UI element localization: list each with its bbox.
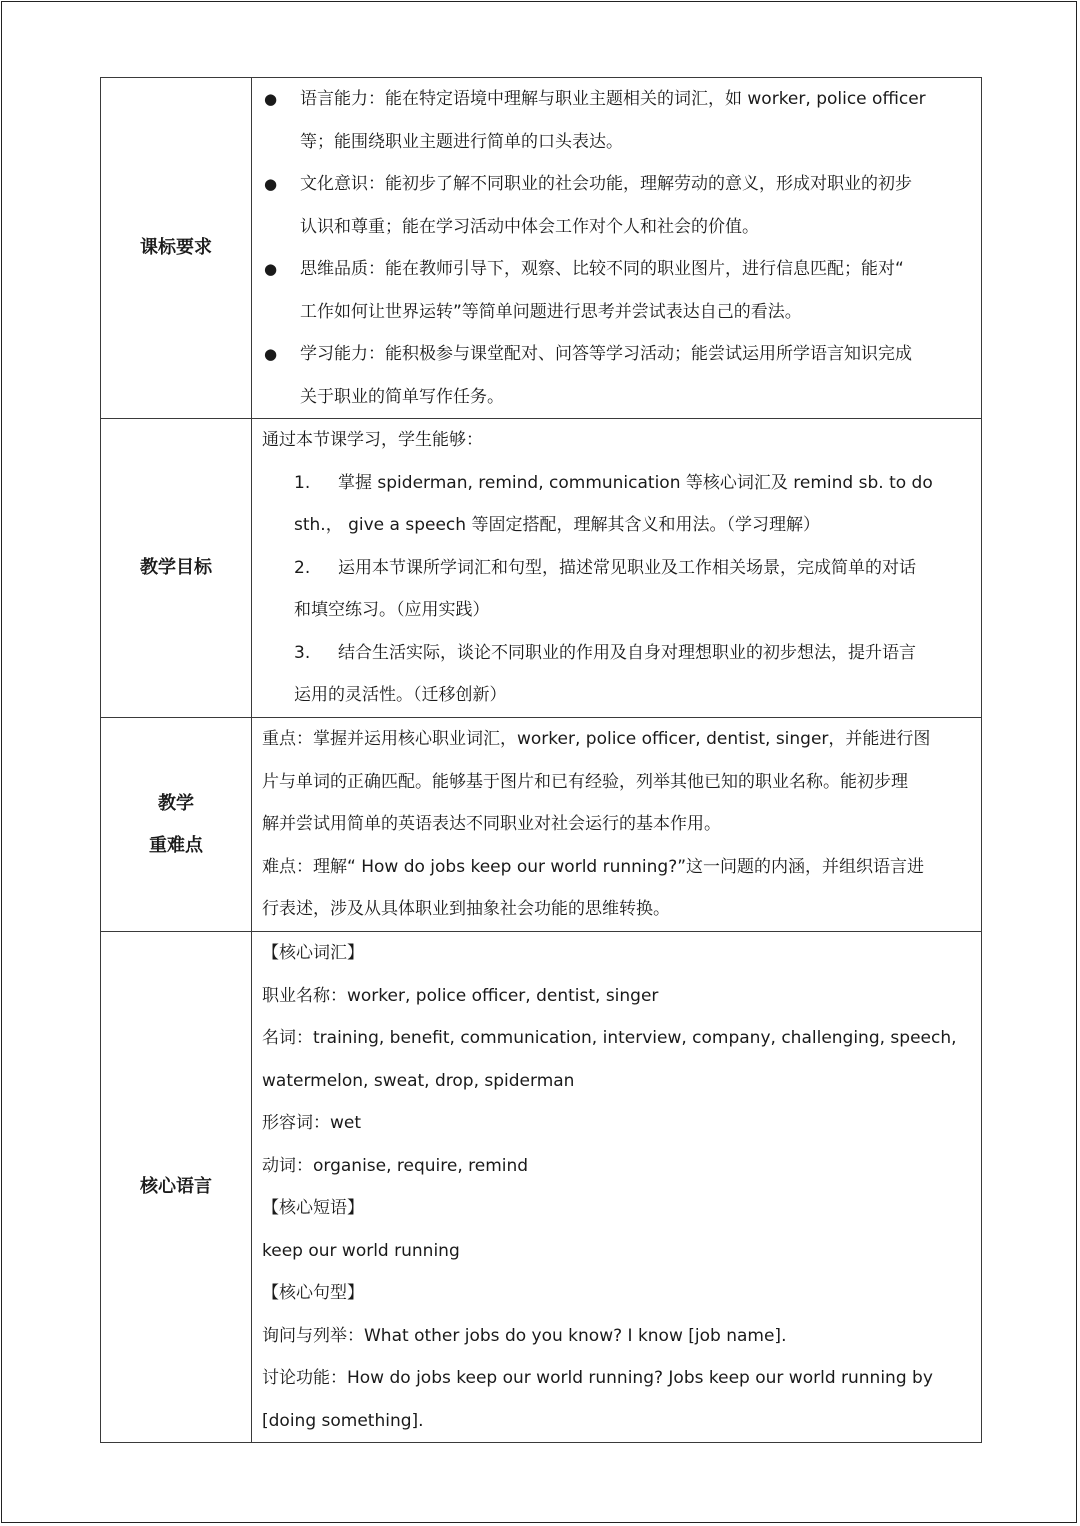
list-item — [262, 78, 973, 163]
list-item — [262, 163, 973, 248]
section-heading: 【核心短语】 — [262, 1198, 364, 1218]
item-number: 1. — [294, 472, 311, 493]
text-line: 动词：organise, require, remind — [262, 1155, 529, 1176]
list-item — [262, 462, 973, 547]
text-line: 职业名称：worker, police officer, dentist, singer — [262, 985, 659, 1006]
row-label-teaching-objectives: 教学目标 — [101, 419, 252, 718]
item-number: 2. — [294, 557, 311, 578]
text-line: 和填空练习。（应用实践） — [294, 600, 490, 620]
table-row-core-language — [101, 932, 982, 1443]
text-line: 掌握 spiderman, remind, communication 等核心词汇及 remind sb. to do — [338, 472, 933, 493]
text-line: 认识和尊重；能在学习活动中体会工作对个人和社会的价值。 — [300, 216, 759, 237]
list-item — [262, 632, 973, 717]
text-line: 运用的灵活性。（迁移创新） — [294, 685, 507, 705]
list-item — [262, 333, 973, 418]
bullet-icon: ● — [264, 90, 278, 108]
text-line: 结合生活实际，谈论不同职业的作用及自身对理想职业的初步想法，提升语言 — [338, 642, 916, 663]
table-row-curriculum-requirements — [101, 78, 982, 419]
text-line: 形容词：wet — [262, 1113, 362, 1133]
label-line: 重难点 — [149, 834, 203, 856]
row-label-core-language: 核心语言 — [101, 932, 252, 1443]
text-line: 名词：training, benefit, communication, interview, company, challenging, speech, — [262, 1028, 957, 1048]
teaching-objectives-content — [252, 419, 982, 718]
text-line: 关于职业的简单写作任务。 — [300, 386, 504, 407]
bullet-icon: ● — [264, 175, 278, 193]
lesson-plan-table — [100, 77, 982, 1443]
section-heading: 【核心句型】 — [262, 1283, 364, 1303]
row-label-key-difficult-points — [101, 718, 252, 932]
text-line: 行表述，涉及从具体职业到抽象社会功能的思维转换。 — [262, 899, 670, 919]
text-line: 询问与列举：What other jobs do you know? I know [job name]. — [262, 1325, 787, 1346]
core-language-content — [252, 932, 982, 1443]
text-line: 讨论功能：How do jobs keep our world running? Jobs keep our world running by — [262, 1368, 933, 1388]
text-line: watermelon, sweat, drop, spiderman — [262, 1070, 575, 1091]
list-item — [262, 547, 973, 632]
bullet-icon: ● — [264, 345, 278, 363]
list-item — [262, 248, 973, 333]
curriculum-requirements-content — [252, 78, 982, 419]
text-line: 思维品质：能在教师引导下，观察、比较不同的职业图片，进行信息匹配；能对“ — [300, 259, 904, 279]
text-line: 语言能力：能在特定语境中理解与职业主题相关的词汇，如 worker, police officer — [300, 89, 926, 109]
objectives-intro: 通过本节课学习，学生能够： — [262, 430, 483, 450]
row-label-curriculum-requirements: 课标要求 — [101, 78, 252, 419]
key-difficult-points-content — [252, 718, 982, 932]
item-number: 3. — [294, 642, 311, 663]
text-line: 运用本节课所学词汇和句型，描述常见职业及工作相关场景，完成简单的对话 — [338, 557, 916, 578]
label-line: 教学 — [158, 792, 194, 814]
text-line: 工作如何让世界运转”等简单问题进行思考并尝试表达自己的看法。 — [300, 301, 802, 322]
text-line: 学习能力：能积极参与课堂配对、问答等学习活动；能尝试运用所学语言知识完成 — [300, 344, 912, 364]
text-line: 解并尝试用简单的英语表达不同职业对社会运行的基本作用。 — [262, 814, 721, 834]
table-row-key-difficult-points — [101, 718, 982, 932]
bullet-icon: ● — [264, 260, 278, 278]
text-line: sth.， give a speech 等固定搭配，理解其含义和用法。（学习理解） — [294, 515, 820, 535]
table-row-teaching-objectives — [101, 419, 982, 718]
text-line: 片与单词的正确匹配。能够基于图片和已有经验，列举其他已知的职业名称。能初步理 — [262, 771, 908, 792]
section-heading: 【核心词汇】 — [262, 943, 364, 963]
text-line: 重点：掌握并运用核心职业词汇，worker, police officer, dentist, singer，并能进行图 — [262, 729, 931, 749]
text-line: 文化意识：能初步了解不同职业的社会功能，理解劳动的意义，形成对职业的初步 — [300, 174, 912, 194]
text-line: 难点：理解“ How do jobs keep our world running?”这一问题的内涵，并组织语言进 — [262, 856, 925, 877]
text-line: 等；能围绕职业主题进行简单的口头表达。 — [300, 131, 623, 152]
text-line: [doing something]. — [262, 1410, 424, 1431]
text-line: keep our world running — [262, 1240, 460, 1261]
